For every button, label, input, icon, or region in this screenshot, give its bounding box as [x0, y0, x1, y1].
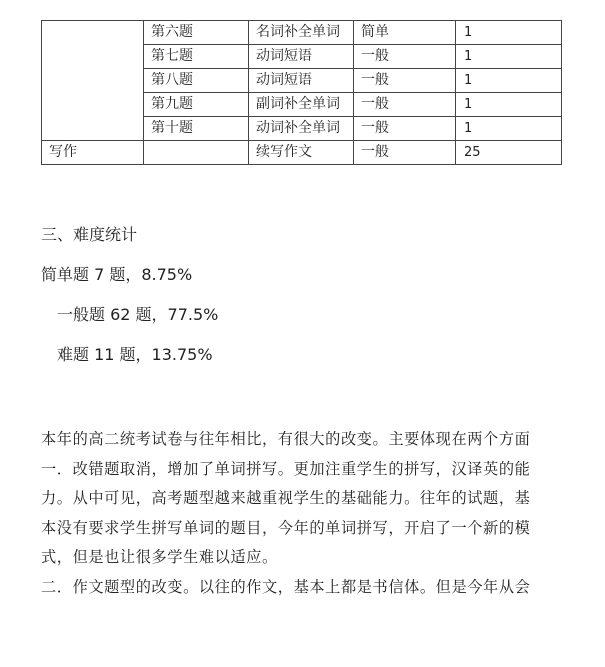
- score-cell: 25: [456, 141, 562, 165]
- question-cell: 第七题: [144, 45, 249, 69]
- type-cell: 动词补全单词: [249, 117, 354, 141]
- difficulty-cell: 一般: [354, 69, 456, 93]
- question-cell: [144, 141, 249, 165]
- difficulty-cell: 一般: [354, 117, 456, 141]
- section-cell: 写作: [42, 141, 144, 165]
- paragraph-line: 本年的高二统考试卷与往年相比，有很大的改变。主要体现在两个方面: [41, 430, 531, 448]
- type-cell: 动词短语: [249, 45, 354, 69]
- paragraph-line: 式，但是也让很多学生难以适应。: [41, 548, 278, 566]
- stat-hard: 难题 11 题，13.75%: [57, 345, 213, 364]
- difficulty-cell: 一般: [354, 45, 456, 69]
- score-cell: 1: [456, 45, 562, 69]
- table-row: [42, 141, 562, 165]
- type-cell: 名词补全单词: [249, 21, 354, 45]
- body-paragraph: [41, 425, 563, 602]
- type-cell: 续写作文: [249, 141, 354, 165]
- type-cell: 副词补全单词: [249, 93, 354, 117]
- stat-easy: 简单题 7 题，8.75%: [41, 265, 193, 284]
- question-cell: 第六题: [144, 21, 249, 45]
- difficulty-cell: 一般: [354, 141, 456, 165]
- score-cell: 1: [456, 69, 562, 93]
- type-cell: 动词短语: [249, 69, 354, 93]
- difficulty-cell: 简单: [354, 21, 456, 45]
- paragraph-line: 二．作文题型的改变。以往的作文，基本上都是书信体。但是今年从会: [41, 577, 531, 596]
- question-cell: 第十题: [144, 117, 249, 141]
- question-table: [41, 20, 562, 165]
- section-cell: [42, 21, 144, 141]
- section-heading: 三、难度统计: [41, 225, 138, 244]
- difficulty-cell: 一般: [354, 93, 456, 117]
- paragraph-line: 本没有要求学生拼写单词的题目，今年的单词拼写，开启了一个新的模: [41, 518, 531, 537]
- stat-medium: 一般题 62 题，77.5%: [57, 305, 219, 324]
- score-cell: 1: [456, 93, 562, 117]
- score-cell: 1: [456, 117, 562, 141]
- table-row: [42, 21, 562, 45]
- paragraph-line: 力。从中可见，高考题型越来越重视学生的基础能力。往年的试题，基: [41, 489, 531, 507]
- paragraph-line: 一．改错题取消，增加了单词拼写。更加注重学生的拼写，汉译英的能: [41, 459, 531, 478]
- question-cell: 第九题: [144, 93, 249, 117]
- question-cell: 第八题: [144, 69, 249, 93]
- score-cell: 1: [456, 21, 562, 45]
